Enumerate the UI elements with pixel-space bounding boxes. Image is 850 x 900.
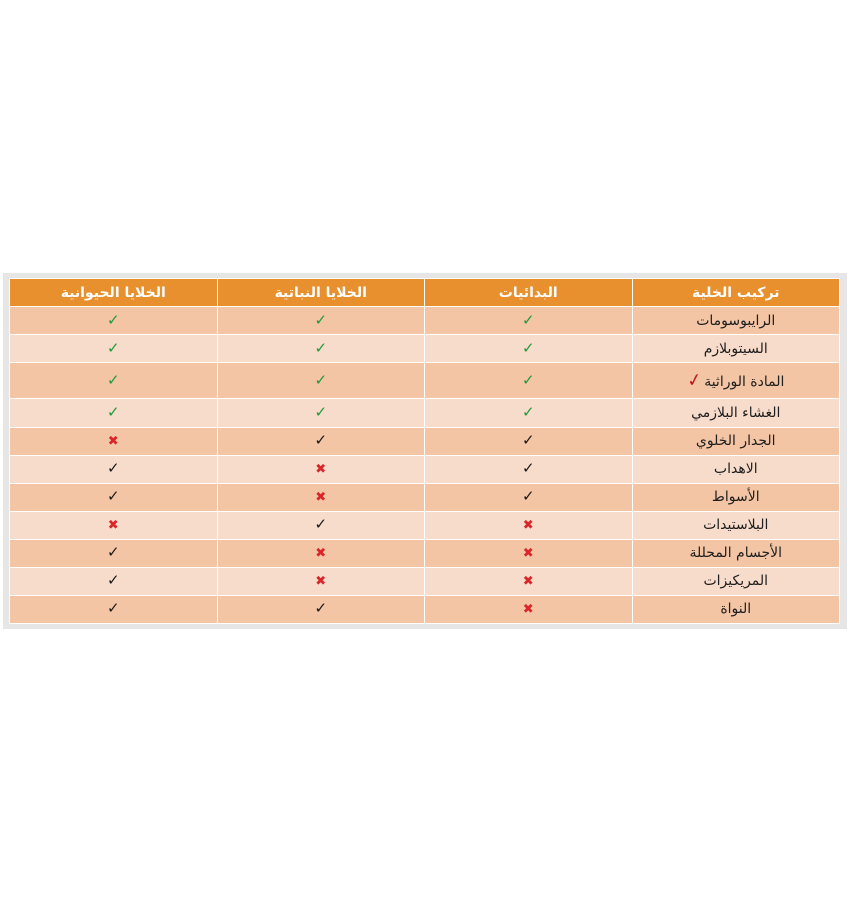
cross-icon: ✖ bbox=[315, 462, 327, 478]
structure-name: الأسواط bbox=[711, 489, 760, 506]
check-icon: ✓ bbox=[106, 370, 120, 389]
cell-animal-cells bbox=[10, 567, 218, 595]
cell-prokaryotes bbox=[425, 335, 633, 363]
cell-plant-cells bbox=[217, 595, 425, 623]
structure-name: الاهداب bbox=[713, 461, 758, 478]
check-icon: ✓ bbox=[314, 431, 328, 450]
check-icon: ✓ bbox=[521, 487, 535, 506]
cell-plant-cells bbox=[217, 539, 425, 567]
header-animal-cells: الخلايا الحيوانية bbox=[10, 279, 218, 307]
cell-animal-cells bbox=[10, 455, 218, 483]
cell-plant-cells bbox=[217, 399, 425, 427]
table-row bbox=[10, 567, 840, 595]
structure-name: الأجسام المحللة bbox=[689, 545, 782, 562]
check-icon: ✓ bbox=[106, 402, 120, 421]
table-row bbox=[10, 399, 840, 427]
cell-animal-cells bbox=[10, 427, 218, 455]
table-row bbox=[10, 455, 840, 483]
cell-plant-cells bbox=[217, 567, 425, 595]
cross-icon: ✖ bbox=[522, 518, 534, 534]
structure-name: الجدار الخلوي bbox=[695, 433, 776, 450]
table-row bbox=[10, 539, 840, 567]
check-icon: ✓ bbox=[521, 402, 535, 421]
cell-plant-cells bbox=[217, 335, 425, 363]
cell-plant-cells bbox=[217, 511, 425, 539]
cross-icon: ✖ bbox=[107, 518, 119, 534]
table-row bbox=[10, 307, 840, 335]
check-icon: ✓ bbox=[106, 599, 120, 618]
check-icon: ✓ bbox=[106, 338, 120, 357]
structure-name-cell bbox=[632, 335, 840, 363]
header-cell-structure: تركيب الخلية bbox=[632, 279, 840, 307]
structure-name: الغشاء البلازمي bbox=[691, 404, 781, 421]
cross-icon: ✖ bbox=[315, 546, 327, 562]
check-icon: ✓ bbox=[314, 338, 328, 357]
check-icon: ✓ bbox=[521, 310, 535, 329]
cell-prokaryotes bbox=[425, 567, 633, 595]
check-icon: ✓ bbox=[521, 459, 535, 478]
structure-name: السيتوبلازم bbox=[703, 340, 768, 357]
structure-name: الرايبوسومات bbox=[696, 312, 776, 329]
structure-name-cell bbox=[632, 539, 840, 567]
structure-name-cell bbox=[632, 427, 840, 455]
check-icon: ✓ bbox=[314, 370, 328, 389]
table-row bbox=[10, 363, 840, 399]
cell-animal-cells bbox=[10, 595, 218, 623]
cell-plant-cells bbox=[217, 427, 425, 455]
structure-name-cell bbox=[632, 455, 840, 483]
check-icon: ✓ bbox=[106, 310, 120, 329]
cell-plant-cells bbox=[217, 483, 425, 511]
cell-prokaryotes bbox=[425, 399, 633, 427]
cell-prokaryotes bbox=[425, 483, 633, 511]
check-icon: ✓ bbox=[521, 370, 535, 389]
cross-icon: ✖ bbox=[522, 574, 534, 590]
structure-name-cell bbox=[632, 399, 840, 427]
structure-name: المادة الوراثية bbox=[704, 374, 785, 391]
cell-structure-table-frame bbox=[3, 273, 847, 629]
handwritten-check-icon: ✓ bbox=[685, 369, 704, 393]
cell-plant-cells bbox=[217, 307, 425, 335]
cell-animal-cells bbox=[10, 399, 218, 427]
header-plant-cells: الخلايا النباتية bbox=[217, 279, 425, 307]
cell-prokaryotes bbox=[425, 363, 633, 399]
check-icon: ✓ bbox=[106, 571, 120, 590]
check-icon: ✓ bbox=[314, 310, 328, 329]
cell-prokaryotes bbox=[425, 455, 633, 483]
table-row bbox=[10, 335, 840, 363]
cell-animal-cells bbox=[10, 363, 218, 399]
cell-animal-cells bbox=[10, 307, 218, 335]
structure-name-cell bbox=[632, 511, 840, 539]
cross-icon: ✖ bbox=[315, 490, 327, 506]
table-row bbox=[10, 427, 840, 455]
structure-name: النواة bbox=[720, 601, 752, 618]
table-header-row bbox=[10, 279, 840, 307]
cell-prokaryotes bbox=[425, 595, 633, 623]
structure-name-cell bbox=[632, 363, 840, 399]
check-icon: ✓ bbox=[106, 487, 120, 506]
cell-animal-cells bbox=[10, 539, 218, 567]
table-body bbox=[10, 307, 840, 624]
check-icon: ✓ bbox=[314, 515, 328, 534]
check-icon: ✓ bbox=[521, 338, 535, 357]
structure-name-cell bbox=[632, 307, 840, 335]
cell-prokaryotes bbox=[425, 427, 633, 455]
structure-name-cell bbox=[632, 483, 840, 511]
structure-name: المريكيزات bbox=[703, 573, 769, 590]
cross-icon: ✖ bbox=[522, 602, 534, 618]
cell-animal-cells bbox=[10, 483, 218, 511]
check-icon: ✓ bbox=[314, 402, 328, 421]
header-prokaryotes: البدائيات bbox=[425, 279, 633, 307]
check-icon: ✓ bbox=[106, 459, 120, 478]
cell-plant-cells bbox=[217, 363, 425, 399]
check-icon: ✓ bbox=[314, 599, 328, 618]
structure-name-cell bbox=[632, 595, 840, 623]
structure-name-cell bbox=[632, 567, 840, 595]
check-icon: ✓ bbox=[106, 543, 120, 562]
cell-prokaryotes bbox=[425, 511, 633, 539]
table-row bbox=[10, 595, 840, 623]
cell-animal-cells bbox=[10, 511, 218, 539]
cell-animal-cells bbox=[10, 335, 218, 363]
check-icon: ✓ bbox=[521, 431, 535, 450]
cross-icon: ✖ bbox=[315, 574, 327, 590]
cell-plant-cells bbox=[217, 455, 425, 483]
table-row bbox=[10, 511, 840, 539]
cell-structure-table bbox=[9, 278, 840, 624]
cross-icon: ✖ bbox=[522, 546, 534, 562]
cross-icon: ✖ bbox=[107, 434, 119, 450]
table-row bbox=[10, 483, 840, 511]
cell-prokaryotes bbox=[425, 307, 633, 335]
structure-name: البلاستيدات bbox=[703, 517, 769, 534]
cell-prokaryotes bbox=[425, 539, 633, 567]
